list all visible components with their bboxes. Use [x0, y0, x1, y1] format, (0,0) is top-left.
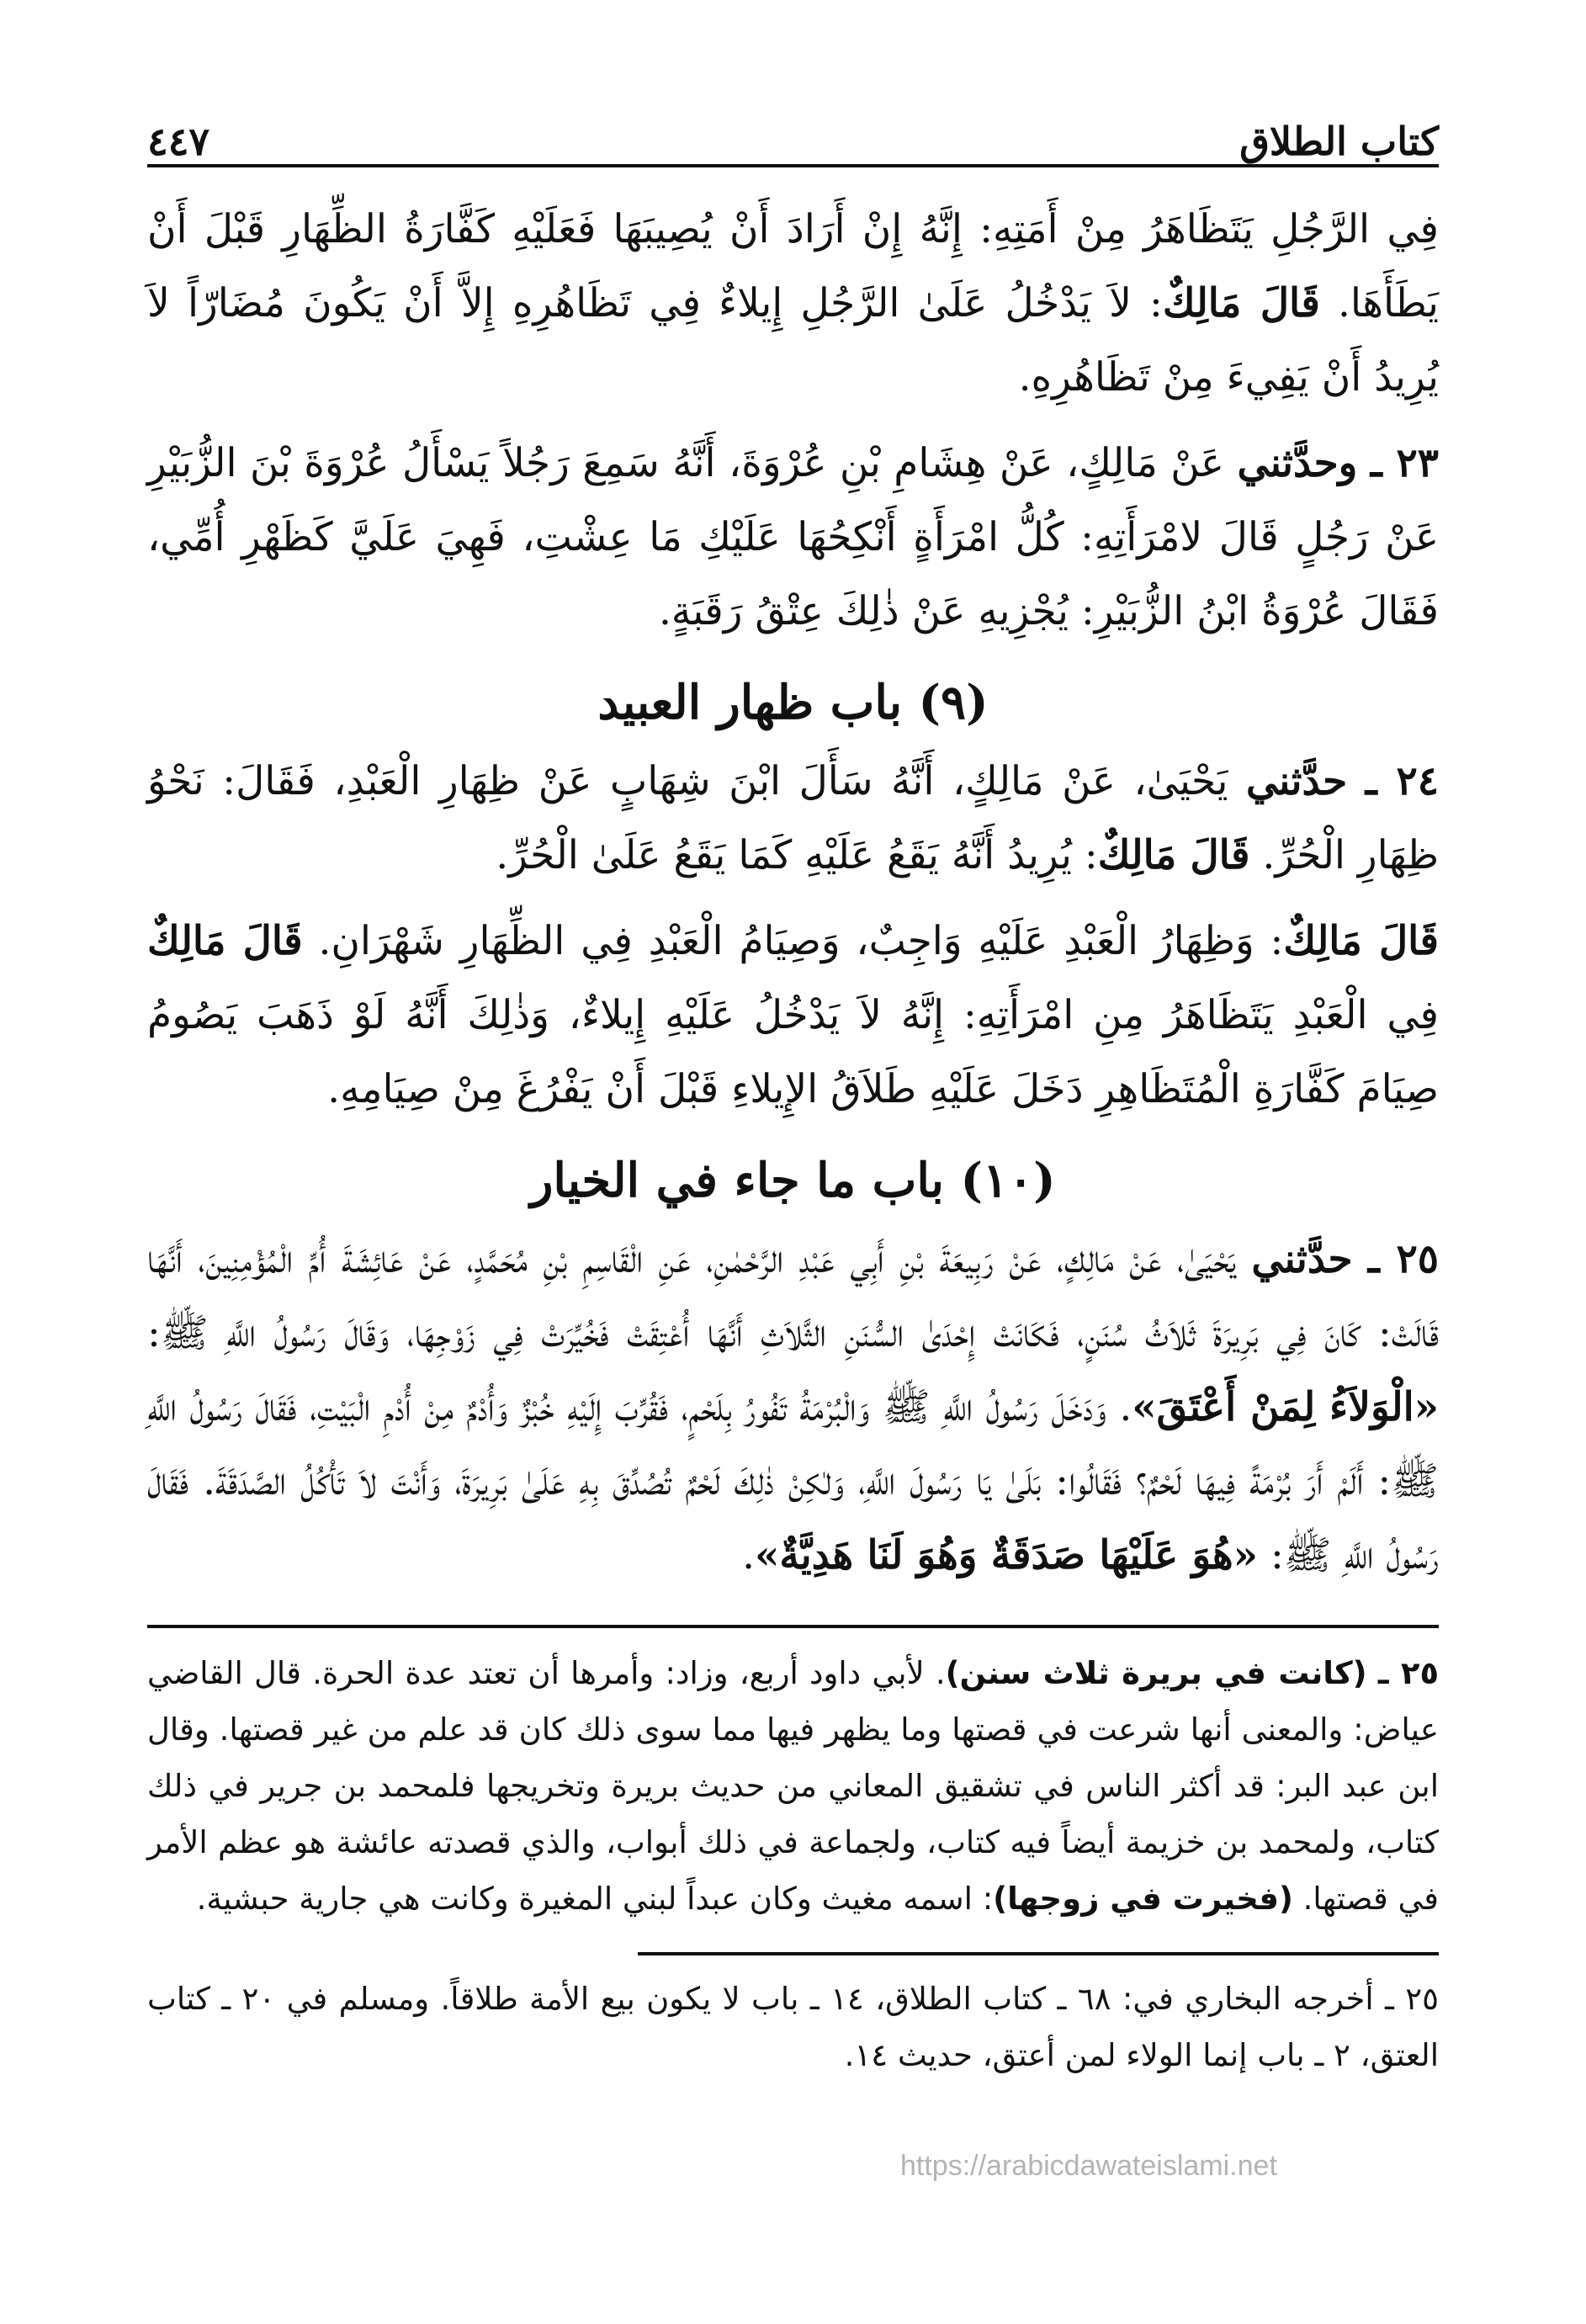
hadith-text: عَنْ مَالِكٍ، عَنْ هِشَامِ بْنِ عُرْوَةَ، أَنَّهُ سَمِعَ رَجُلاً يَسْأَلُ عُرْوَةَ بْنَ الزُّبَيْرِ عَنْ رَجُلٍ قَالَ لامْرَأَتِهِ: كُلُّ امْرَأَةٍ أَنْكِحُهَا عَلَيْكِ مَا عِشْتِ، فَهِيَ عَلَيَّ كَظَهْرِ أُمِّي، فَقَالَ عُرْوَةُ ابْنُ الزُّبَيْرِ: يُجْزِيهِ عَنْ ذٰلِكَ عِتْقُ رَقَبَةٍ.	[147, 440, 1439, 634]
hadith-text: . وَدَخَلَ رَسُولُ اللَّهِ ﷺ وَالْبُرْمَةُ تَفُورُ بِلَحْمٍ، فَقُرِّبَ إِلَيْهِ خُبْزٌ وَأُدْمٌ مِنْ أُدْمِ الْبَيْتِ، فَقَالَ رَسُولُ اللَّهِ ﷺ: أَلَمْ أَرَ بُرْمَةً فِيهَا لَحْمٌ؟ فَقَالُوا: بَلَىٰ يَا رَسُولَ اللَّهِ، وَلٰكِنْ ذٰلِكَ لَحْمٌ تُصُدِّقَ بِهِ عَلَىٰ بَرِيرَةَ، وَأَنْتَ لاَ تَأْكُلُ الصَّدَقَةَ. فَقَالَ رَسُولُ اللَّهِ ﷺ:	[147, 1384, 1439, 1579]
paragraph-bold-phrase: قَالَ مَالِكٌ	[1283, 918, 1439, 964]
takhrij-divider	[638, 1952, 1439, 1955]
footnote-text: : اسمه مغيث وكان عبداً لبني المغيرة وكانت هي جارية حبشية.	[196, 1881, 994, 1917]
paragraph-continuation	[147, 193, 1439, 415]
hadith-opening: حدَّثني	[1246, 758, 1348, 804]
paragraph-text: : لاَ يَدْخُلُ عَلَىٰ الرَّجُلِ إِيلاءٌ فِي تَظَاهُرِهِ إِلاَّ أَنْ يَكُونَ مُضَارّاً لاَ يُرِيدُ أَنْ يَفِيءَ مِنْ تَظَاهُرِهِ.	[147, 280, 1439, 401]
hadith-number: ٢٤ ـ	[1365, 758, 1439, 804]
watermark-url: https://arabicdawateislami.net	[900, 2150, 1277, 2182]
paragraph-bold-phrase: قَالَ مَالِكٌ	[1162, 280, 1320, 326]
commentary-footnote	[147, 1645, 1439, 1927]
hadith-text: : يُرِيدُ أَنَّهُ يَقَعُ عَلَيْهِ كَمَا يَقَعُ عَلَىٰ الْحُرِّ.	[496, 832, 1098, 878]
book-title: كتاب الطلاق	[1239, 119, 1439, 164]
footnote-bold-phrase: (كانت في بريرة ثلاث سنن)	[945, 1655, 1367, 1691]
hadith-text: يَحْيَىٰ، عَنْ مَالِكٍ، عَنْ رَبِيعَةَ بْنِ أَبِي عَبْدِ الرَّحْمٰنِ، عَنِ الْقَاسِمِ بْنِ مُحَمَّدٍ، عَنْ عَائِشَةَ أُمِّ الْمُؤْمِنِينَ، أَنَّهَا قَالَتْ: كَانَ فِي بَرِيرَةَ ثَلاَثُ سُنَنٍ، فَكَانَتْ إِحْدَىٰ السُّنَنِ الثَّلاَثِ أَنَّهَا أُعْتِقَتْ فَخُيِّرَتْ فِي زَوْجِهَا، وَقَالَ رَسُولُ اللَّهِ ﷺ:	[147, 1236, 1439, 1356]
hadith-text: يَحْيَىٰ، عَنْ مَالِكٍ، أَنَّهُ سَأَلَ ابْنَ شِهَابٍ عَنْ ظِهَارِ الْعَبْدِ، فَقَالَ: نَحْوُ ظِهَارِ الْحُرِّ.	[147, 758, 1439, 878]
chapter-heading-9: (٩) باب ظهار العبيد	[597, 675, 989, 730]
hadith-23	[147, 427, 1439, 649]
hadith-number: ٢٥ ـ	[1367, 1236, 1439, 1282]
prophetic-saying: «هُوَ عَلَيْهَا صَدَقَةٌ وَهُوَ لَنَا هَدِيَّةٌ»	[755, 1532, 1258, 1579]
hadith-opening: حدَّثني	[1251, 1236, 1353, 1282]
hadith-number: ٢٣ ـ	[1370, 440, 1439, 486]
main-text	[147, 193, 1439, 1593]
footnote-divider	[147, 1625, 1439, 1628]
hadith-25	[147, 1223, 1439, 1593]
paragraph-text: فِي الرَّجُلِ يَتَظَاهَرُ مِنْ أَمَتِهِ: إِنَّهُ إِنْ أَرَادَ أَنْ يُصِيبَهَا فَعَلَيْهِ كَفَّارَةُ الظِّهَارِ قَبْلَ أَنْ يَطَأَهَا.	[147, 206, 1439, 326]
chapter-heading-10: (١٠) باب ما جاء في الخيار	[530, 1153, 1056, 1208]
paragraph-text: فِي الْعَبْدِ يَتَظَاهَرُ مِنِ امْرَأَتِهِ: إِنَّهُ لاَ يَدْخُلُ عَلَيْهِ إِيلاءٌ، وَذٰلِكَ أَنَّهُ لَوْ ذَهَبَ يَصُومُ صِيَامَ كَفَّارَةِ الْمُتَظَاهِرِ دَخَلَ عَلَيْهِ طَلاَقُ الإِيلاءِ قَبْلَ أَنْ يَفْرُغَ مِنْ صِيَامِهِ.	[147, 992, 1439, 1112]
prophetic-saying: «الْوَلاَءُ لِمَنْ أَعْتَقَ»	[1132, 1384, 1439, 1430]
hadith-24	[147, 745, 1439, 893]
footnote-bold-phrase: (فخيرت في زوجها)	[993, 1881, 1293, 1917]
paragraph-bold-phrase: قَالَ مَالِكٌ	[1097, 832, 1250, 878]
page-number: ٤٤٧	[147, 119, 210, 164]
footnote-number: ٢٥ ـ	[1377, 1655, 1440, 1691]
page-header	[147, 101, 1439, 167]
takhrij-text: ٢٥ ـ أخرجه البخاري في: ٦٨ ـ كتاب الطلاق، ١٤ ـ باب لا يكون بيع الأمة طلاقاً. ومسلم في ٢٠ ـ كتاب العتق، ٢ ـ باب إنما الولاء لمن أعتق، حديث ١٤.	[147, 1981, 1439, 2073]
hadith-opening: وحدَّثني	[1237, 440, 1358, 486]
hadith-text: .	[742, 1532, 756, 1579]
footnote-text: . لأبي داود أربع، وزاد: وأمرها أن تعتد عدة الحرة. قال القاضي عياض: والمعنى أنها شرعت في قصتها وما يظهر فيها مما سوى ذلك كان قد علم من غير قصتها. وقال ابن عبد البر: قد أكثر الناس في تشقيق المعاني من حديث بريرة وتخريجها فلمحمد بن جرير في ذلك كتاب، ولمحمد بن خزيمة أيضاً فيه كتاب، ولجماعة في ذلك أبواب، والذي قصدته عائشة هو عظم الأمر في قصتها.	[147, 1655, 1439, 1917]
paragraph-bold-phrase: قَالَ مَالِكٌ	[147, 918, 303, 964]
takhrij-footnote	[147, 1971, 1439, 2083]
paragraph-text: : وَظِهَارُ الْعَبْدِ عَلَيْهِ وَاجِبٌ، وَصِيَامُ الْعَبْدِ فِي الظِّهَارِ شَهْرَانِ.	[318, 918, 1284, 964]
malik-commentary	[147, 905, 1439, 1127]
